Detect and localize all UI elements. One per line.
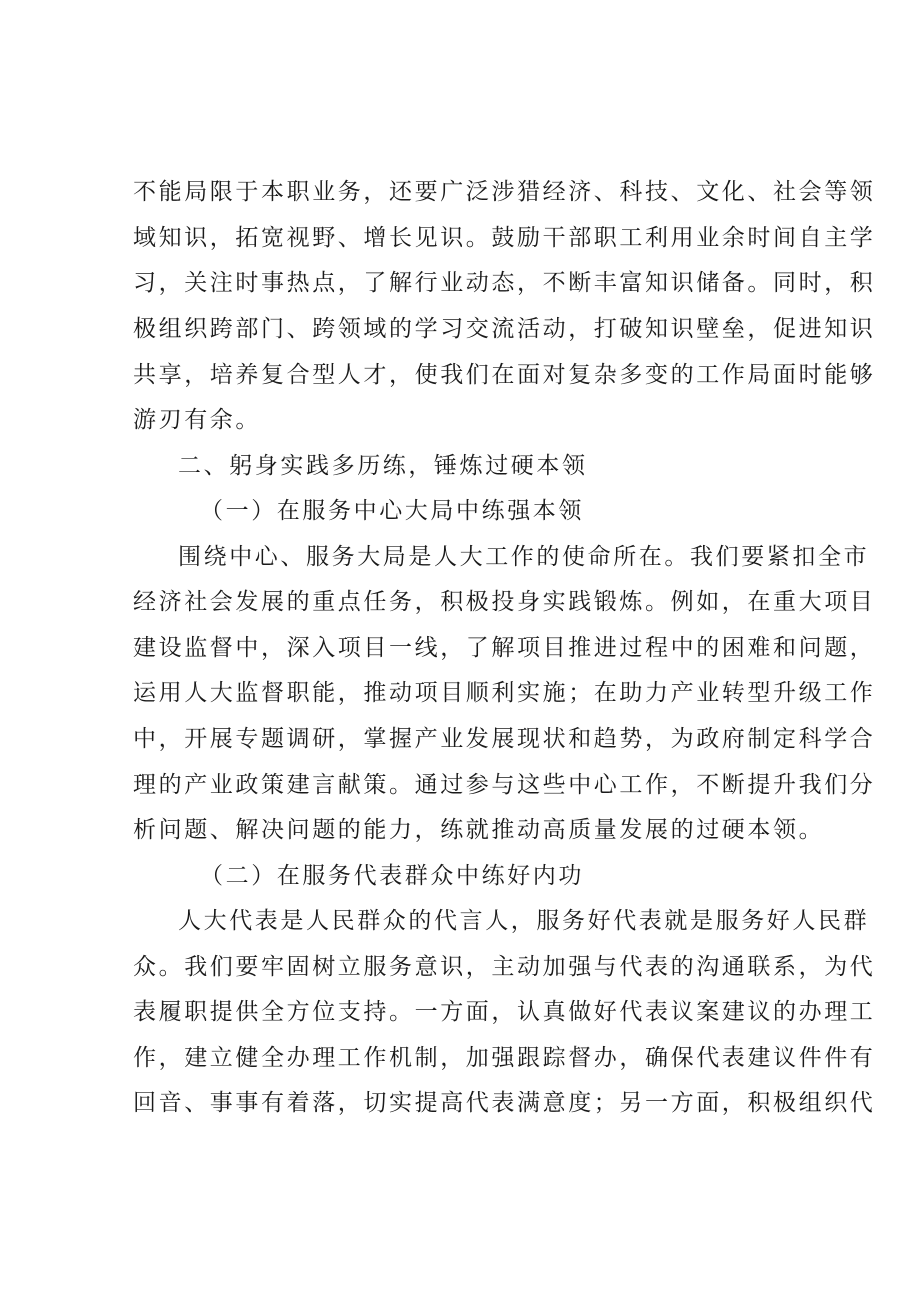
section-heading: 二、躬身实践多历练，锤炼过硬本领 (178, 453, 588, 479)
paragraph-line: 表履职提供全方位支持。一方面，认真做好代表议案建议的办理工 (133, 999, 876, 1025)
subsection-heading: （一）在服务中心大局中练强本领 (200, 498, 584, 524)
paragraph-line: 共享，培养复合型人才，使我们在面对复杂多变的工作局面时能够 (133, 362, 876, 388)
paragraph-line: 作，建立健全办理工作机制，加强跟踪督办，确保代表建议件件有 (133, 1045, 876, 1071)
paragraph-line: 不能局限于本职业务，还要广泛涉猎经济、科技、文化、社会等领 (133, 179, 876, 205)
paragraph-line: 游刃有余。 (133, 407, 261, 433)
paragraph-line: 经济社会发展的重点任务，积极投身实践锻炼。例如，在重大项目 (133, 589, 876, 615)
paragraph-line: 析问题、解决问题的能力，练就推动高质量发展的过硬本领。 (133, 817, 825, 843)
paragraph-line: 围绕中心、服务大局是人大工作的使命所在。我们要紧扣全市 (178, 544, 870, 570)
subsection-heading: （二）在服务代表群众中练好内功 (200, 863, 584, 889)
paragraph-line: 回音、事事有着落，切实提高代表满意度；另一方面，积极组织代 (133, 1090, 876, 1116)
paragraph-line: 众。我们要牢固树立服务意识，主动加强与代表的沟通联系，为代 (133, 954, 876, 980)
paragraph-line: 理的产业政策建言献策。通过参与这些中心工作，不断提升我们分 (133, 772, 876, 798)
paragraph-line: 建设监督中，深入项目一线，了解项目推进过程中的困难和问题， (133, 635, 876, 661)
paragraph-line: 运用人大监督职能，推动项目顺利实施；在助力产业转型升级工作 (133, 680, 876, 706)
paragraph-line: 习，关注时事热点，了解行业动态，不断丰富知识储备。同时，积 (133, 270, 876, 296)
paragraph-line: 人大代表是人民群众的代言人，服务好代表就是服务好人民群 (178, 908, 870, 934)
paragraph-line: 极组织跨部门、跨领域的学习交流活动，打破知识壁垒，促进知识 (133, 316, 876, 342)
paragraph-line: 域知识，拓宽视野、增长见识。鼓励干部职工利用业余时间自主学 (133, 225, 876, 251)
paragraph-line: 中，开展专题调研，掌握产业发展现状和趋势，为政府制定科学合 (133, 726, 876, 752)
